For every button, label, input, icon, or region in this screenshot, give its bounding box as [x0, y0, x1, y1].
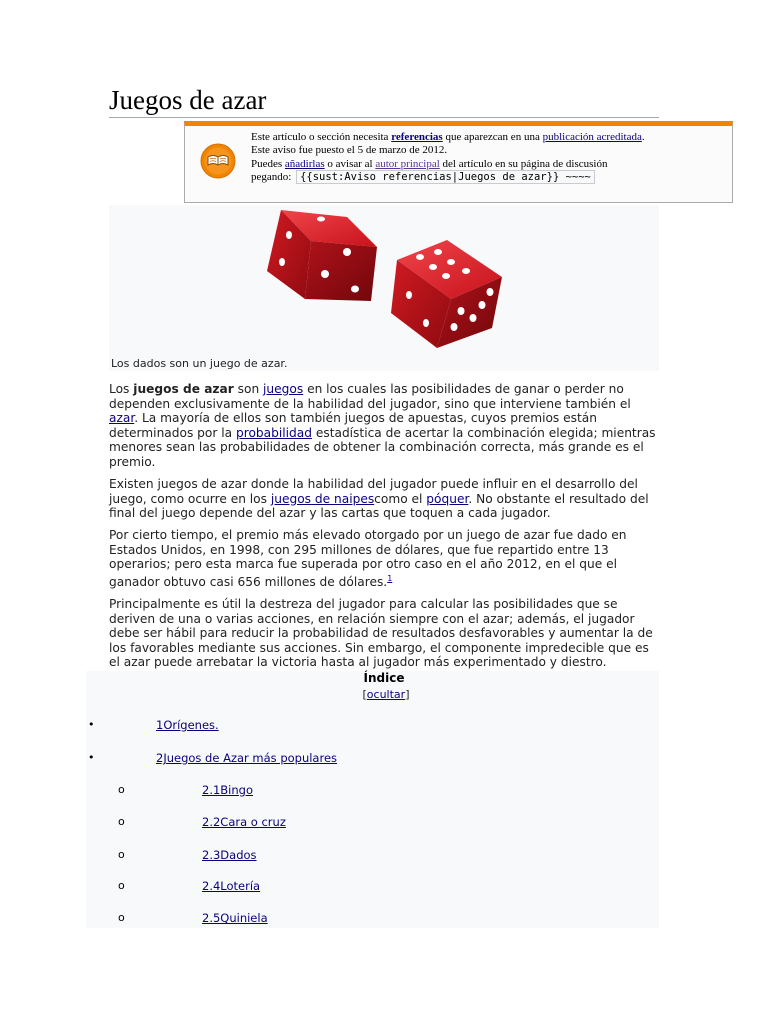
- die-right: [391, 240, 502, 348]
- references-notice-box: [184, 121, 733, 203]
- list-bullet: o: [118, 815, 125, 828]
- poquer-link[interactable]: póquer: [426, 491, 469, 506]
- paragraph-3: Por cierto tiempo, el premio más elevado otorgado por un juego de azar fue dado en Estados Unidos, en 1998, con 295 millones de dólares, que fue repartido entre 13 operarios; pero esta marca fue superada por otro caso en el año 2012, en el que el ganador obtuvo casi 656 millones de dólares.$^1$: [109, 528, 627, 589]
- page-title: Juegos de azar: [109, 84, 659, 118]
- list-bullet: o: [118, 848, 125, 861]
- toc-link-quiniela[interactable]: 2.5Quiniela: [202, 911, 268, 925]
- juegos-de-naipes-link[interactable]: juegos de naipes: [270, 491, 375, 506]
- table-of-contents: [86, 671, 659, 928]
- anadirlas-link[interactable]: añadirlas: [284, 157, 325, 170]
- hide-toc-link[interactable]: ocultar: [366, 688, 406, 701]
- article-body: [109, 382, 659, 677]
- probabilidad-link[interactable]: probabilidad: [235, 425, 312, 440]
- juegos-link[interactable]: juegos: [263, 382, 304, 396]
- toc-link-juegos-populares[interactable]: 2Juegos de Azar más populares: [156, 751, 338, 765]
- notice-line-4: pegando: {{sust:Aviso referencias|Juegos de azar}} ~~~~: [251, 171, 721, 184]
- dice-image[interactable]: [109, 205, 659, 355]
- toc-link-dados[interactable]: 2.3Dados: [202, 848, 257, 862]
- list-bullet: o: [118, 879, 125, 892]
- paragraph-4: Principalmente es útil la destreza del jugador para calcular las posibilidades que se deriven de una o varias acciones, en relación siempre con el azar; además, el jugador debe ser hábil para reducir la probabilidad de resultados desfavorables y aumentar la de los favorables mediante sus acciones. Sin embargo, el componente impredecible que es el azar puede arrebatar la victoria hasta al jugador más experimentado y diestro.: [109, 596, 653, 670]
- list-bullet: •: [88, 751, 95, 764]
- list-bullet: o: [118, 911, 125, 924]
- publicacion-acreditada-link[interactable]: publicación acreditada: [542, 131, 642, 143]
- notice-line-3: Puedes añadirlas o avisar al autor principal del artículo en su página de discusión: [251, 157, 608, 170]
- book-icon: [200, 143, 236, 179]
- azar-link[interactable]: azar: [109, 411, 135, 426]
- notice-line-1: Este artículo o sección necesita referencias que aparezcan en una publicación acreditada.: [251, 131, 645, 143]
- toc-link-cara-o-cruz[interactable]: 2.2Cara o cruz: [202, 815, 286, 829]
- toc-title: Índice: [363, 671, 405, 685]
- referencias-link[interactable]: referencias: [391, 131, 443, 143]
- figure-caption: Los dados son un juego de azar.: [111, 357, 288, 370]
- toc-link-loteria[interactable]: 2.4Lotería: [202, 879, 261, 893]
- die-left: [267, 210, 377, 301]
- toc-link-origenes[interactable]: 1Orígenes.: [156, 718, 219, 732]
- autor-principal-link[interactable]: autor principal: [375, 157, 440, 170]
- dice-figure: [109, 205, 659, 371]
- paragraph-1: Los juegos de azar son juegos en los cuales las posibilidades de ganar o perder no dependen exclusivamente de la habilidad del jugador, sino que interviene también el azar. La mayoría de ellos son también juegos de apuestas, cuyos premios están determinados por la probabilidad estadística de acertar la combinación elegida; mientras menores sean las probabilidades de obtener la combinación correcta, más grande es el premio.: [109, 382, 656, 469]
- reference-1-link[interactable]: 1: [387, 573, 393, 583]
- list-bullet: o: [118, 783, 125, 796]
- toc-link-bingo[interactable]: 2.1Bingo: [202, 783, 253, 797]
- toc-toggle: [ocultar]: [362, 688, 410, 701]
- template-code[interactable]: {{sust:Aviso referencias|Juegos de azar}} ~~~~: [296, 170, 595, 184]
- list-bullet: •: [88, 718, 95, 731]
- paragraph-2: Existen juegos de azar donde la habilidad del jugador puede influir en el desarrollo del juego, como ocurre en los juegos de naipescomo el póquer. No obstante el resultado del final del juego depende del azar y las cartas que toquen a cada jugador.: [109, 476, 649, 521]
- notice-text: [251, 131, 721, 184]
- notice-line-2: Este aviso fue puesto el 5 de marzo de 2012.: [251, 144, 448, 157]
